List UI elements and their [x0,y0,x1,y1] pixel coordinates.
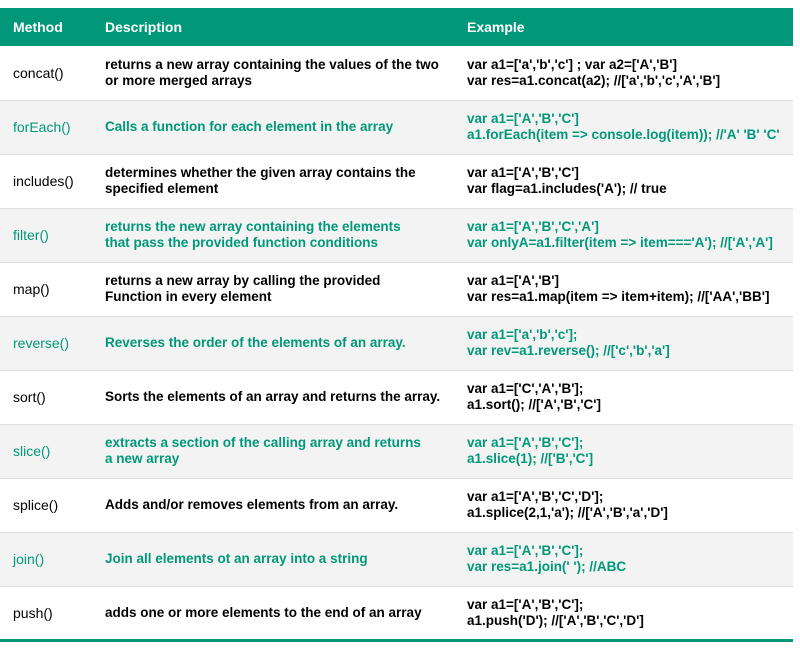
top-margin [0,0,793,8]
table-row [0,208,793,262]
description-cell [92,46,454,100]
example-line: var flag=a1.includes('A'); // true [467,181,667,196]
example-cell [454,424,793,478]
array-methods-table [0,8,793,642]
description-line: specified element [105,181,219,196]
description-line: a new array [105,451,180,466]
description-cell [92,478,454,532]
description-cell [92,586,454,640]
header-method: Method [13,19,63,35]
table-row [0,100,793,154]
table-body [0,46,793,640]
method-cell: map() [13,281,50,297]
table-row [0,424,793,478]
description-line: adds one or more elements to the end of an array [105,604,422,620]
description-cell [92,262,454,316]
method-cell: push() [13,604,53,621]
description-cell [92,370,454,424]
example-cell [454,316,793,370]
method-cell: includes() [13,173,74,189]
example-line: var a1=['A','B','C'] [467,165,579,180]
example-cell [454,46,793,100]
example-cell [454,586,793,640]
example-line: var rev=a1.reverse(); //['c','b','a'] [467,343,670,358]
description-line: or more merged arrays [105,72,253,88]
example-cell [454,478,793,532]
example-line: var res=a1.concat(a2); //['a','b','c','A','B'] [467,72,721,88]
example-cell [454,100,793,154]
method-cell: forEach() [13,119,71,135]
table-row [0,478,793,532]
description-cell [92,316,454,370]
example-line: var a1=['C','A','B']; [467,381,584,396]
description-cell [92,208,454,262]
example-line: a1.push('D'); //['A','B','C','D'] [467,612,644,628]
description-line: returns the new array containing the elements [105,219,401,234]
example-line: var a1=['A','B','C','D']; [467,489,604,504]
example-line: var a1=['A','B','C']; [467,543,584,558]
example-line: a1.sort(); //['A','B','C'] [467,397,602,412]
table-row [0,154,793,208]
header-example: Example [467,19,525,35]
example-cell [454,208,793,262]
description-line: Calls a function for each element in the array [105,119,394,134]
header-row [0,8,793,46]
table-row [0,586,793,640]
description-line: returns a new array containing the values of the two [105,56,439,72]
example-line: var a1=['A','B','C']; [467,435,584,450]
table-row [0,532,793,586]
method-cell: slice() [13,443,51,459]
example-line: var a1=['A','B','C'] [467,111,579,126]
example-line: var onlyA=a1.filter(item => item==='A'); //['A','A'] [467,235,773,250]
description-cell [92,154,454,208]
method-cell: reverse() [13,335,70,351]
table-row [0,46,793,100]
method-cell: concat() [13,64,64,81]
description-line: determines whether the given array contains the [105,165,416,180]
example-line: var res=a1.map(item => item+item); //['AA','BB'] [467,289,770,304]
example-line: var a1=['A','B','C']; [467,596,584,612]
description-line: that pass the provided function conditions [105,235,379,250]
description-cell [92,100,454,154]
example-line: var a1=['a','b','c']; [467,327,578,342]
method-cell: join() [13,551,45,567]
example-line: var res=a1.join(' '); //ABC [467,559,627,574]
description-line: Adds and/or removes elements from an array. [105,497,399,512]
header-description: Description [105,19,183,35]
example-line: var a1=['A','B'] [467,273,560,288]
description-line: Join all elements ot an array into a string [105,551,368,566]
example-line: a1.forEach(item => console.log(item)); //'A' 'B' 'C' [467,127,780,142]
method-cell: sort() [13,389,46,405]
table-row [0,262,793,316]
description-line: Function in every element [105,289,272,304]
description-line: returns a new array by calling the provided [105,273,381,288]
example-cell [454,532,793,586]
description-cell [92,424,454,478]
example-line: a1.splice(2,1,'a'); //['A','B','a','D'] [467,505,668,520]
example-cell [454,370,793,424]
example-cell [454,154,793,208]
description-line: Sorts the elements of an array and returns the array. [105,389,441,404]
description-line: Reverses the order of the elements of an array. [105,335,406,350]
example-line: var a1=['a','b','c'] ; var a2=['A','B'] [467,56,677,72]
example-line: a1.slice(1); //['B','C'] [467,451,594,466]
description-line: extracts a section of the calling array and returns [105,435,421,450]
table-row [0,370,793,424]
table-header [0,8,793,46]
example-cell [454,262,793,316]
example-line: var a1=['A','B','C','A'] [467,219,599,234]
table-row [0,316,793,370]
method-cell: splice() [13,497,59,513]
description-cell [92,532,454,586]
method-cell: filter() [13,227,49,243]
